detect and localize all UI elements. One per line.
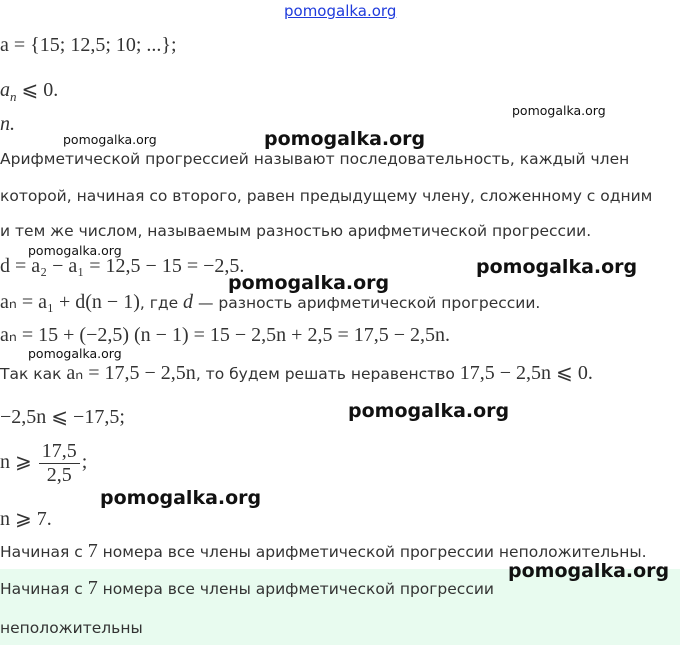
answer-line-1	[0, 577, 494, 600]
since-line	[0, 360, 593, 385]
ineq2-lhs: n ⩾	[0, 451, 37, 474]
answer-number: 7	[87, 577, 98, 599]
definition-line-2: которой, начиная со второго, равен предыдущему члену, сложенному с одним	[0, 187, 653, 205]
watermark: pomogalka.org	[28, 243, 122, 258]
sequence-definition: a = {15; 12,5; 10; ...};	[0, 34, 177, 56]
condition-line	[0, 77, 58, 105]
n-line: n.	[0, 113, 15, 135]
conclusion-number: 7	[87, 540, 98, 562]
watermark: pomogalka.org	[508, 560, 670, 582]
watermark: pomogalka.org	[63, 132, 157, 147]
watermark: pomogalka.org	[264, 128, 426, 150]
inequality-step-3: n ⩾ 7.	[0, 508, 52, 530]
formula-text2: — разность арифметической прогрессии.	[193, 294, 541, 312]
since-math-2: 17,5 − 2,5n ⩽ 0.	[459, 362, 593, 384]
answer-line-2: неположительны	[0, 619, 143, 637]
an-computation: aₙ = 15 + (−2,5) (n − 1) = 15 − 2,5n + 2,5 = 17,5 − 2,5n.	[0, 324, 450, 346]
formula-math: aₙ = a₁ + d(n − 1)	[0, 291, 140, 313]
fraction-numerator: 17,5	[39, 440, 80, 464]
fraction-denominator: 2,5	[46, 464, 72, 486]
definition-line-3: и тем же числом, называемым разностью арифметической прогрессии.	[0, 222, 592, 240]
inequality-step-1: −2,5n ⩽ −17,5;	[0, 406, 125, 428]
since-math-1: aₙ = 17,5 − 2,5n	[66, 362, 196, 384]
conclusion-text-b: номера все члены арифметической прогрессии неположительны.	[97, 543, 647, 561]
definition-line-1: Арифметической прогрессией называют последовательность, каждый член	[0, 150, 630, 168]
difference-line: d = a₂ − a₁ = 12,5 − 15 = −2,5.	[0, 255, 245, 277]
formula-d: d	[183, 291, 194, 313]
since-text-1: Так как	[0, 365, 67, 383]
ineq2-end: ;	[81, 451, 88, 474]
answer-text-a: Начиная с	[0, 580, 88, 598]
watermark: pomogalka.org	[476, 256, 638, 278]
cond-rest: ⩽ 0.	[16, 79, 59, 101]
watermark-link[interactable]: pomogalka.org	[284, 2, 397, 20]
answer-text-b: номера все члены арифметической прогрессии	[97, 580, 494, 598]
watermark: pomogalka.org	[512, 103, 606, 118]
inequality-step-2	[0, 440, 87, 487]
cond-sub: n	[10, 89, 17, 104]
fraction	[39, 440, 80, 487]
cond-var: a	[0, 79, 10, 101]
watermark: pomogalka.org	[348, 400, 510, 422]
watermark: pomogalka.org	[100, 487, 262, 509]
watermark: pomogalka.org	[228, 272, 390, 294]
watermark: pomogalka.org	[28, 346, 122, 361]
since-text-2: , то будем решать неравенство	[195, 365, 460, 383]
formula-text: , где	[139, 294, 184, 312]
conclusion-text-a: Начиная с	[0, 543, 88, 561]
